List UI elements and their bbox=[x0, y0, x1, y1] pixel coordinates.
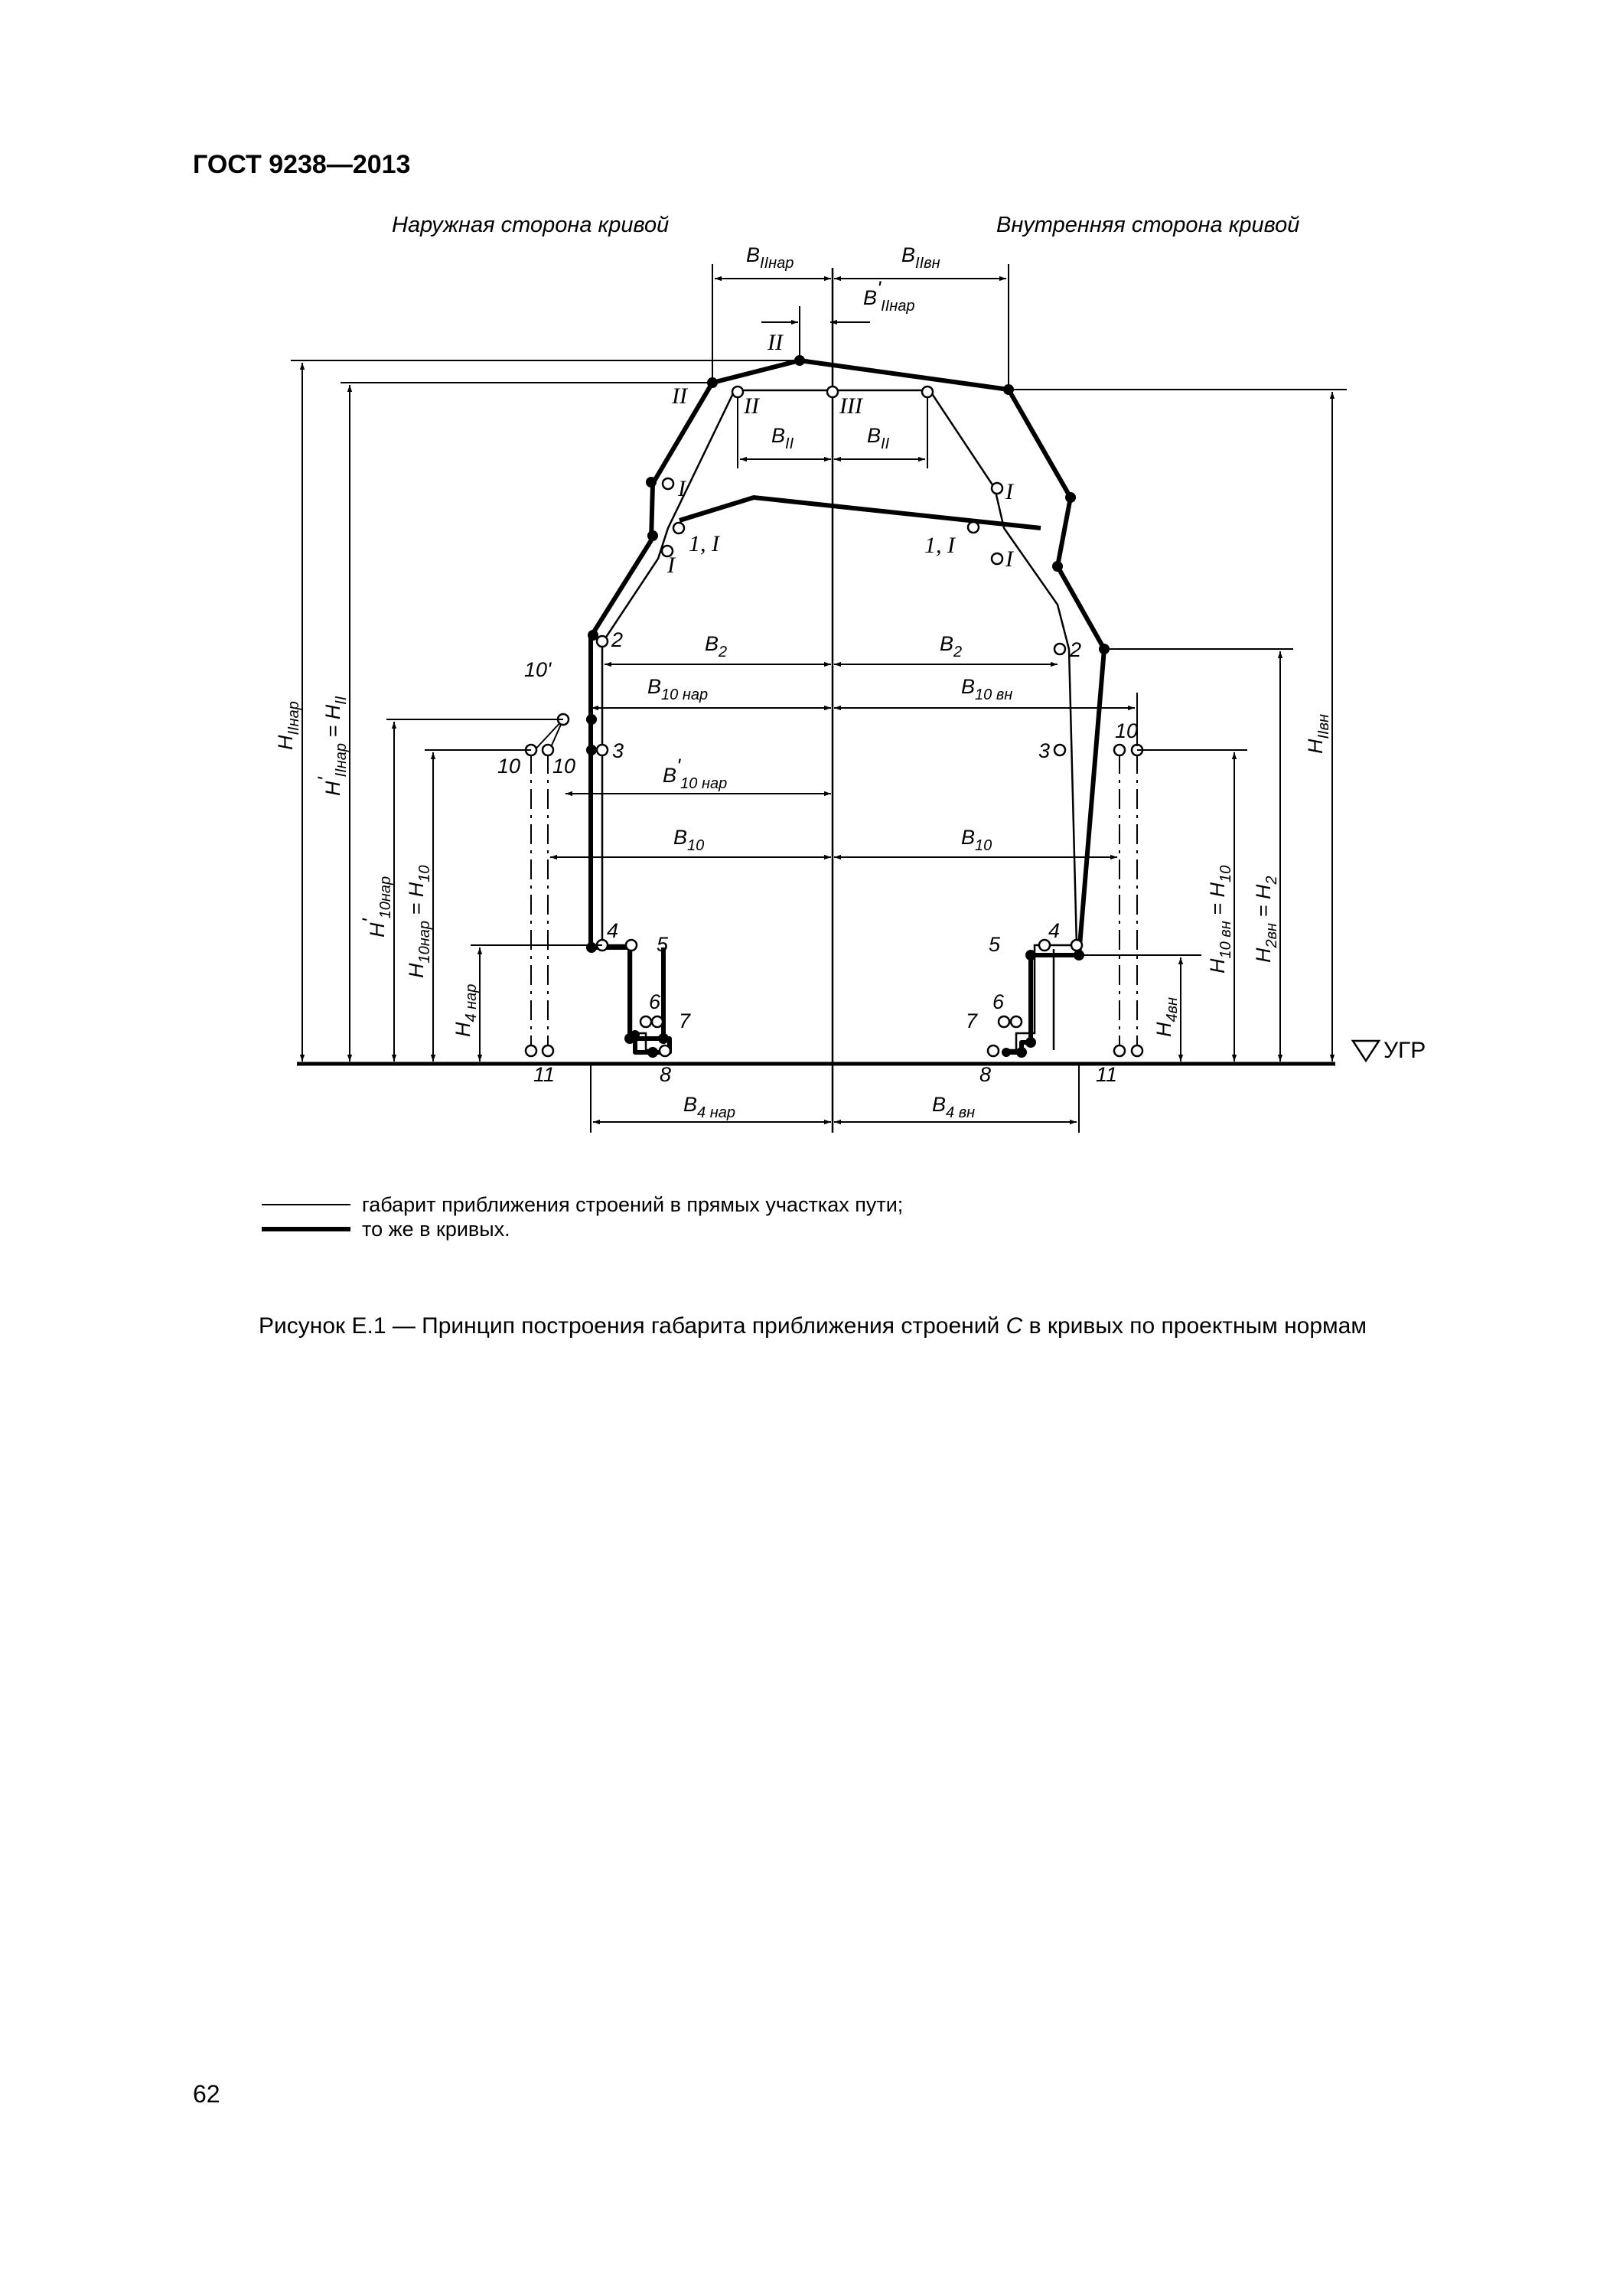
point-label-7-right: 7 bbox=[966, 1009, 978, 1032]
dim-B10-right: $B_{10}$ bbox=[961, 826, 992, 854]
dim-B10-left: $B_{10}$ bbox=[673, 826, 705, 854]
point-label-5-right: 5 bbox=[989, 933, 1001, 956]
point-label-6-right: 6 bbox=[992, 990, 1005, 1013]
dim-Hprime10nar: $H'_{10нар}$ bbox=[358, 876, 394, 938]
point-label-1I-left: 1, I bbox=[689, 531, 719, 556]
dim-B4vn: $B_{4 вн}$ bbox=[932, 1093, 976, 1121]
vertical-dimensions bbox=[291, 360, 1347, 1062]
dim-HIInar: $H_{IIнар}$ bbox=[274, 701, 302, 750]
inner-side-label: Внутренняя сторона кривой bbox=[996, 213, 1300, 237]
dim-B10nar: $B_{10 нар}$ bbox=[647, 675, 709, 703]
dim-Bprime10nar: $B'_{10 нар}$ bbox=[663, 755, 728, 792]
point-label-2-left: 2 bbox=[611, 628, 624, 651]
dim-B10vn: $B_{10 вн}$ bbox=[961, 675, 1013, 703]
point-label-8-right: 8 bbox=[979, 1063, 992, 1086]
dim-B2-right: $B_2$ bbox=[940, 632, 963, 660]
point-label-2-right: 2 bbox=[1070, 638, 1082, 661]
point-label-7-left: 7 bbox=[679, 1009, 691, 1032]
ugr-triangle-icon bbox=[1353, 1041, 1379, 1061]
point-label-4-right: 4 bbox=[1048, 919, 1061, 942]
dim-B2-left: $B_2$ bbox=[705, 632, 728, 660]
outer-side-label: Наружная сторона кривой bbox=[392, 213, 670, 237]
dim-H2vn-eq-H2: $H_{2вн} = H_2$ bbox=[1252, 876, 1280, 963]
point-label-I-upper-left: I bbox=[678, 476, 686, 501]
dim-H4nar: $H_{4 нар}$ bbox=[451, 983, 480, 1037]
legend-thick-text: то же в кривых. bbox=[362, 1218, 510, 1241]
point-10-guides bbox=[531, 754, 1137, 1050]
ground-line bbox=[297, 1038, 1426, 1064]
dim-HIIvn: $H_{IIвн}$ bbox=[1304, 713, 1332, 754]
dim-BprimeIInar: $B'_{IIнар}$ bbox=[863, 277, 915, 315]
point-label-III: III bbox=[839, 393, 862, 419]
point-label-I-upper-right: I bbox=[1005, 479, 1013, 504]
point-label-II-top: II bbox=[768, 330, 783, 355]
point-label-II-straight: II bbox=[744, 393, 759, 419]
point-label-11-left: 11 bbox=[533, 1063, 556, 1086]
dim-BII-right: $B_{II}$ bbox=[867, 424, 890, 452]
document-header: ГОСТ 9238—2013 bbox=[193, 150, 411, 179]
dim-BII-left: $B_{II}$ bbox=[771, 424, 794, 452]
ugr-label: УГР bbox=[1383, 1038, 1426, 1063]
point-label-3-left: 3 bbox=[612, 739, 624, 762]
page-number: 62 bbox=[193, 2080, 220, 2108]
point-label-6-left: 6 bbox=[649, 990, 661, 1013]
dim-H4vn: $H_{4вн}$ bbox=[1152, 996, 1181, 1037]
legend bbox=[262, 1193, 903, 1241]
point-label-10prime: 10' bbox=[524, 658, 552, 681]
legend-thin-text: габарит приближения строений в прямых участках пути; bbox=[362, 1193, 904, 1216]
point-label-8-left: 8 bbox=[660, 1063, 672, 1086]
horizontal-dimension-labels bbox=[647, 243, 1012, 1121]
dim-H10nar-eq-H10: $H_{10нар} = H_{10}$ bbox=[405, 865, 433, 978]
point-label-II-outer-curve: II bbox=[672, 383, 687, 409]
point-label-10-right: 10 bbox=[1115, 719, 1139, 742]
point-label-4-left: 4 bbox=[607, 919, 619, 942]
dim-BIIvn: $B_{IIвн}$ bbox=[901, 243, 940, 272]
figure-caption: Рисунок Е.1 — Принцип построения габарита приближения строений С в кривых по проектным нормам bbox=[259, 1313, 1367, 1339]
point-label-I-lower-right: I bbox=[1005, 546, 1013, 572]
point-label-3-right: 3 bbox=[1038, 739, 1051, 762]
point-label-11-right: 11 bbox=[1096, 1063, 1118, 1086]
point-label-I-lower-left: I bbox=[667, 553, 675, 578]
dim-HprimeIInar-eq-HII: $H'_{IIнар} = H_{II}$ bbox=[314, 696, 350, 796]
dim-BIInar: $B_{IIнар}$ bbox=[746, 243, 794, 272]
point-label-10-left-a: 10 bbox=[497, 755, 521, 778]
point-label-5-left: 5 bbox=[657, 933, 669, 956]
dim-B4nar: $B_{4 нар}$ bbox=[683, 1093, 735, 1121]
dim-H10vn-eq-H10: $H_{10 вн} = H_{10}$ bbox=[1206, 865, 1234, 974]
point-label-10-left-b: 10 bbox=[552, 755, 576, 778]
point-label-1I-right: 1, I bbox=[924, 533, 955, 558]
